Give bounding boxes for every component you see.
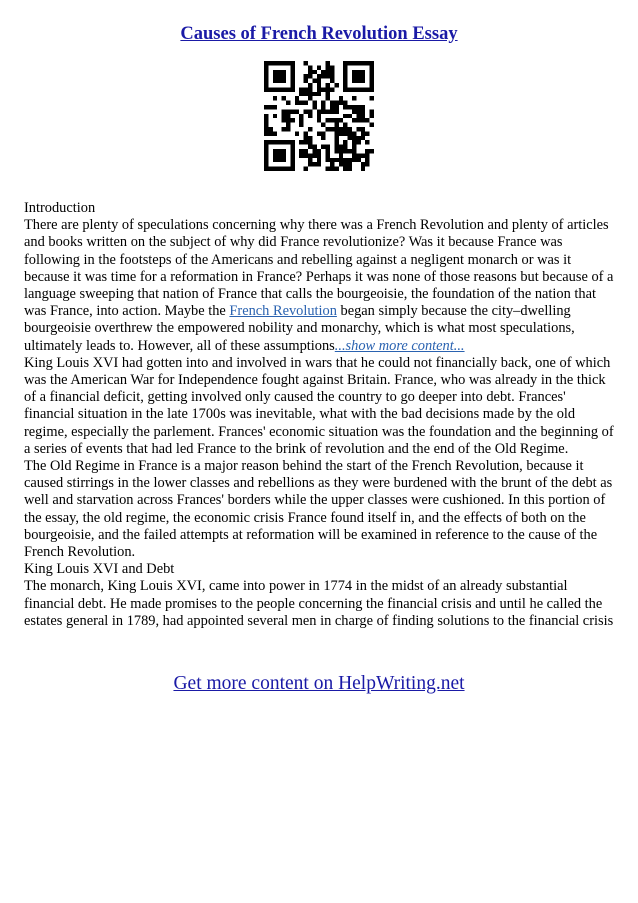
paragraph-1-text-a: There are plenty of speculations concerning why there was a French Revolution and plenty of articles and books written on the subject of why did France revolutionize? Was it because France was following in the footsteps of the Americans and rebelling against a negligent monarch or was it because it was time for a reformation in France? Perhaps it was none of those reasons but because of a language sweeping that nation of France that calls the bourgeoisie, the foundation of the nation that was France, into action. Maybe the [24, 217, 614, 320]
paragraph-1-text-b: began simply because the city–dwelling bourgeoisie overthrew the empowered nobility and monarchy, which is what most speculations, ultimately leads to. However, all of these assumptions [24, 303, 575, 354]
page-title[interactable]: Causes of French Revolution Essay [180, 24, 458, 44]
qr-code-icon [264, 61, 374, 171]
paragraph-4: The monarch, King Louis XVI, came into power in 1774 in the midst of an already substantial financial debt. He made promises to the people concerning the financial crisis and until he called the estates general in 1789, had appointed several men in charge of finding solutions to the financial crisis [24, 578, 614, 629]
section-heading-debt: King Louis XVI and Debt [24, 561, 175, 578]
french-revolution-link[interactable]: French Revolution [229, 303, 337, 320]
paragraph-3: The Old Regime in France is a major reason behind the start of the French Revolution, because it caused stirrings in the lower classes and rebellions as they were burdened with the brunt of the debt as well and starvation across Frances' borders while the upper classes were cushioned. In this portion of the essay, the old regime, the economic crisis France found itself in, and the effects of both on the bourgeoisie, and the failed attempts at reformation will be examined in reference to the cause of the French Revolution. [24, 458, 613, 561]
essay-content [24, 200, 616, 630]
paragraph-1 [24, 217, 616, 355]
show-more-link[interactable]: ...show more content... [334, 337, 465, 354]
paragraph-2: King Louis XVI had gotten into and involved in wars that he could not financially back, one of which was the American War for Independence fought against Britain. France, who was already in the thick of a financial deficit, getting involved only caused the country to go deeper into debt. Frances' financial situation in the late 1700s was inevitable, what with the bad decisions made by the old regime, especially the parlement. Frances' economic situation was the foundation and the beginning of a series of events that had led France to the brink of revolution and the end of the Old Regime. [24, 354, 614, 457]
get-more-content-link[interactable]: Get more content on HelpWriting.net [173, 673, 465, 694]
section-heading-introduction: Introduction [24, 200, 96, 216]
